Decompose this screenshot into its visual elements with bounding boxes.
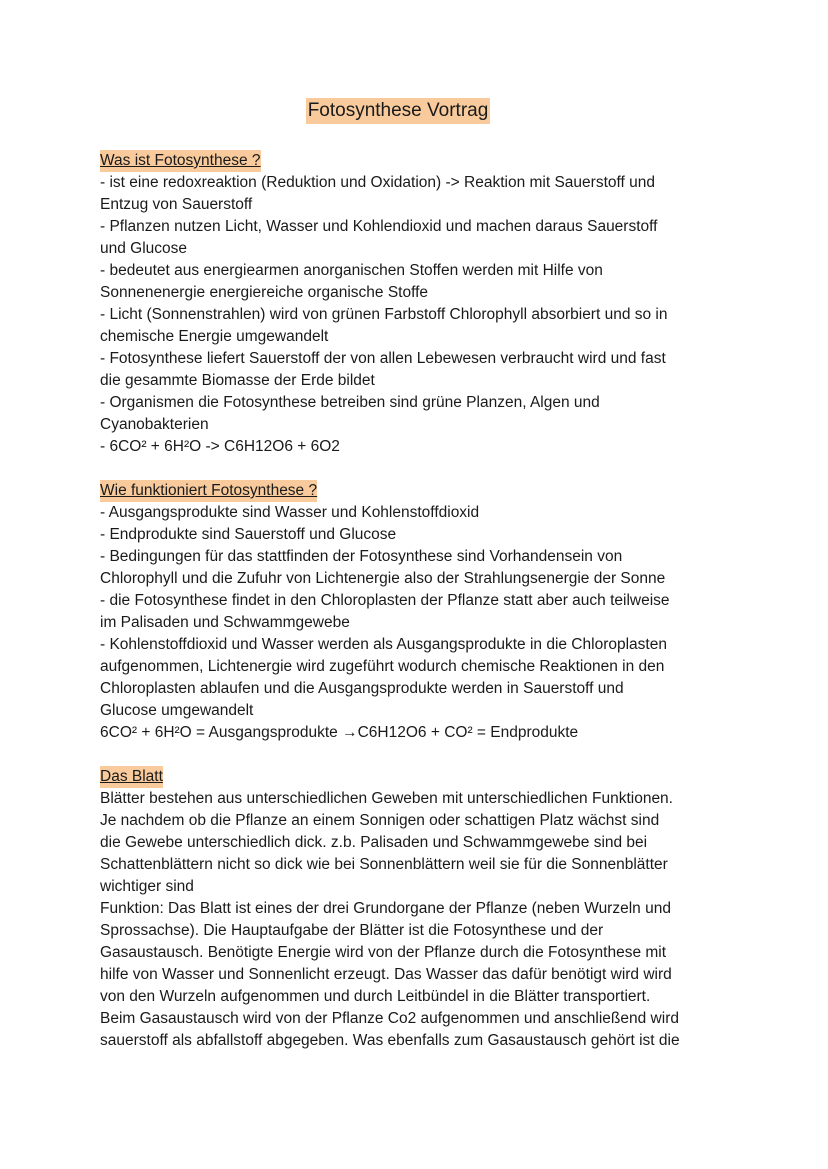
text-line: - Licht (Sonnenstrahlen) wird von grünen Farbstoff Chlorophyll absorbiert und so in	[100, 306, 668, 323]
text-line: im Palisaden und Schwammgewebe	[100, 614, 350, 631]
text-line: hilfe von Wasser und Sonnenlicht erzeugt. Das Wasser das dafür benötigt wird wird	[100, 966, 672, 983]
text-line: 6CO² + 6H²O = Ausgangsprodukte →C6H12O6 + CO² = Endprodukte	[100, 724, 579, 741]
text-line: Chloroplasten ablaufen und die Ausgangsprodukte werden in Sauerstoff und	[100, 680, 624, 697]
text-line: chemische Energie umgewandelt	[100, 328, 329, 345]
text-line: - Ausgangsprodukte sind Wasser und Kohlenstoffdioxid	[100, 504, 480, 521]
text-line: Schattenblättern nicht so dick wie bei Sonnenblättern weil sie für die Sonnenblätter	[100, 856, 668, 873]
document-body	[100, 150, 740, 1052]
text-line: - die Fotosynthese findet in den Chloroplasten der Pflanze statt aber auch teilweise	[100, 592, 670, 609]
text-line: - bedeutet aus energiearmen anorganischen Stoffen werden mit Hilfe von	[100, 262, 603, 279]
section-spacer	[100, 744, 740, 766]
text-line: - Bedingungen für das stattfinden der Fotosynthese sind Vorhandensein von	[100, 548, 623, 565]
text-line: Glucose umgewandelt	[100, 702, 254, 719]
text-line: die Gewebe unterschiedlich dick. z.b. Palisaden und Schwammgewebe sind bei	[100, 834, 648, 851]
text-line: die gesammte Biomasse der Erde bildet	[100, 372, 375, 389]
section-das-blatt	[100, 766, 740, 1052]
text-line: und Glucose	[100, 240, 188, 257]
text-line: Gasaustausch. Benötigte Energie wird von der Pflanze durch die Fotosynthese mit	[100, 944, 667, 961]
text-line: - ist eine redoxreaktion (Reduktion und Oxidation) -> Reaktion mit Sauerstoff und	[100, 174, 655, 191]
text-line: - Pflanzen nutzen Licht, Wasser und Kohlendioxid und machen daraus Sauerstoff	[100, 218, 658, 235]
section-heading: Wie funktioniert Fotosynthese ?	[100, 480, 317, 502]
section-heading: Was ist Fotosynthese ?	[100, 150, 261, 172]
text-line: von den Wurzeln aufgenommen und durch Leitbündel in die Blätter transportiert.	[100, 988, 651, 1005]
text-line: wichtiger sind	[100, 878, 194, 895]
document-title: Fotosynthese Vortrag	[306, 98, 491, 124]
section-was-ist-fotosynthese	[100, 150, 740, 458]
section-wie-funktioniert-fotosynthese	[100, 480, 740, 744]
text-line: Entzug von Sauerstoff	[100, 196, 253, 213]
text-line: - Organismen die Fotosynthese betreiben sind grüne Planzen, Algen und	[100, 394, 600, 411]
text-line: Cyanobakterien	[100, 416, 209, 433]
section-heading: Das Blatt	[100, 766, 163, 788]
text-line: Funktion: Das Blatt ist eines der drei Grundorgane der Pflanze (neben Wurzeln und	[100, 900, 671, 917]
text-line: Je nachdem ob die Pflanze an einem Sonnigen oder schattigen Platz wächst sind	[100, 812, 660, 829]
text-line: aufgenommen, Lichtenergie wird zugeführt wodurch chemische Reaktionen in den	[100, 658, 665, 675]
text-line: - 6CO² + 6H²O -> C6H12O6 + 6O2	[100, 438, 340, 455]
text-line: sauerstoff als abfallstoff abgegeben. Was ebenfalls zum Gasaustausch gehört ist die	[100, 1032, 680, 1049]
text-line: Blätter bestehen aus unterschiedlichen Geweben mit unterschiedlichen Funktionen.	[100, 790, 673, 807]
text-line: - Kohlenstoffdioxid und Wasser werden als Ausgangsprodukte in die Chloroplasten	[100, 636, 667, 653]
text-line: Sprossachse). Die Hauptaufgabe der Blätter ist die Fotosynthese und der	[100, 922, 604, 939]
text-line: - Endprodukte sind Sauerstoff und Glucose	[100, 526, 397, 543]
text-line: Beim Gasaustausch wird von der Pflanze Co2 aufgenommen und anschließend wird	[100, 1010, 679, 1027]
text-line: Sonnenenergie energiereiche organische Stoffe	[100, 284, 429, 301]
text-line: - Fotosynthese liefert Sauerstoff der von allen Lebewesen verbraucht wird und fast	[100, 350, 666, 367]
section-spacer	[100, 458, 740, 480]
text-line: Chlorophyll und die Zufuhr von Lichtenergie also der Strahlungsenergie der Sonne	[100, 570, 666, 587]
title-container	[0, 98, 796, 124]
